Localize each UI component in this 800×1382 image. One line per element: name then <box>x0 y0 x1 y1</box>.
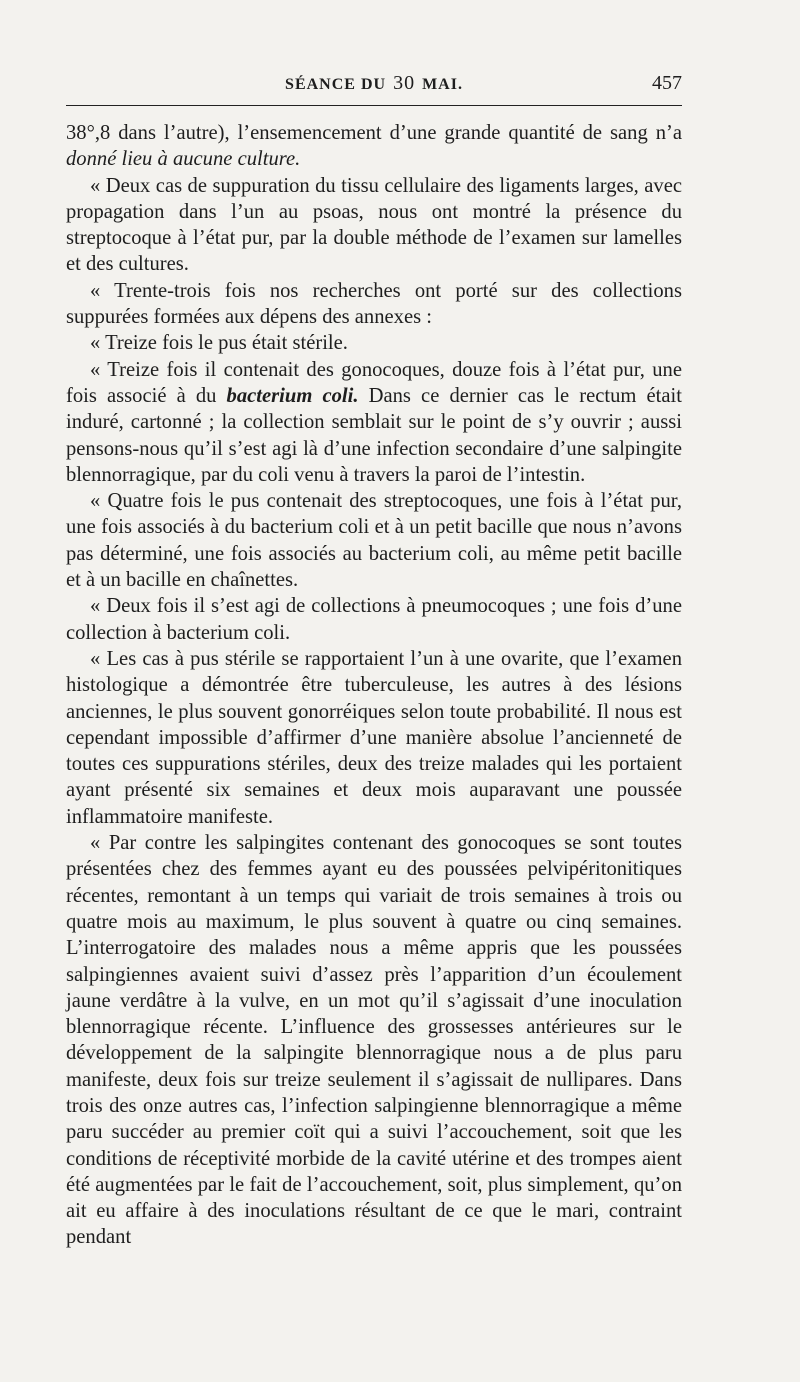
paragraph-3: « Trente-trois fois nos recherches ont porté sur des collections suppurées formées aux dépens des annexes : <box>66 279 682 329</box>
paragraph-5-text-start: « Treize fois il contenait des gonocoques, douze fois à l’état pur, une fois associé à du <box>66 358 682 407</box>
paragraph-5 <box>66 357 682 488</box>
paragraph-5-text-end: Dans ce dernier cas le rectum était induré, cartonné ; la collection semblait sur le point de s’y ouvrir ; aussi pensons-nous qu’il s’est agi là d’une infection secondaire d’une salpingite blennorragique, par du coli venu à travers la paroi de l’intestin. <box>66 384 682 486</box>
header-rule <box>66 105 682 106</box>
paragraph-6: « Quatre fois le pus contenait des streptocoques, une fois à l’état pur, une fois associés à du bacterium coli et à un petit bacille que nous n’avons pas déterminé, une fois associés au bacterium coli, au même petit bacille et à un bacille en chaînettes. <box>66 490 682 592</box>
paragraph-1-text: 38°,8 dans l’autre), l’ensemencement d’une grande quantité de sang n’a <box>66 122 682 144</box>
running-title-prefix: SÉANCE DU <box>285 76 387 93</box>
running-title-suffix: MAI. <box>422 76 463 93</box>
paragraph-4: « Treize fois le pus était stérile. <box>90 332 348 355</box>
paragraph-1-italic: donné lieu à aucune culture. <box>66 148 301 171</box>
running-title <box>66 72 682 95</box>
page-number: 457 <box>652 72 682 94</box>
paragraph-8: « Les cas à pus stérile se rapportaient l’un à une ovarite, que l’examen histologique a démontrée être tuberculeuse, les autres à des lésions anciennes, le plus souvent gonorréiques selon toute probabilité. Il nous est cependant impossible d’affirmer d’une manière absolue l’ancienneté de toutes ces suppurations stériles, deux des treize malades qui les portaient ayant présenté six semaines et deux mois auparavant une poussée inflammatoire manifeste. <box>66 647 682 828</box>
body-text <box>66 120 682 1251</box>
running-title-date-number: 30 <box>393 72 416 94</box>
paragraph-1 <box>66 120 682 173</box>
paragraph-9: « Par contre les salpingites contenant des gonocoques se sont toutes présentées chez des femmes ayant eu des poussées pelvipéritonitiques récentes, remontant à un temps qui variait de trois semaines à trois ou quatre mois au maximum, le plus souvent à quatre ou cinq semaines. L’interrogatoire des malades nous a même appris que les poussées salpingiennes avaient suivi d’assez près l’apparition d’un écoulement jaune verdâtre à la vulve, en un mot qu’il s’agissait d’une inoculation blennorragique récente. L’influence des grossesses antérieures sur le développement de la salpingite blennorragique nous a de plus paru manifeste, deux fois sur treize seulement il s’agissait de nullipares. Dans trois des onze autres cas, l’infection salpingienne blennorragique a même paru succéder au premier coït qui a suivi l’accouchement, soit que les conditions de réceptivité morbide de la cavité utérine et des trompes aient été augmentées par le fait de l’accouchement, soit, plus simplement, qu’on ait eu affaire à des inoculations résultant de ce que le mari, contraint pendant <box>66 832 682 1249</box>
paragraph-2: « Deux cas de suppuration du tissu cellulaire des ligaments larges, avec propagation dans l’un au psoas, nous ont montré la présence du streptocoque à l’état pur, par la double méthode de l’examen sur lamelles et des cultures. <box>66 174 682 276</box>
paragraph-7: « Deux fois il s’est agi de collections à pneumocoques ; une fois d’une collection à bacterium coli. <box>66 595 682 644</box>
running-head <box>66 72 682 102</box>
paragraph-5-italic: bacterium coli. <box>226 384 359 407</box>
